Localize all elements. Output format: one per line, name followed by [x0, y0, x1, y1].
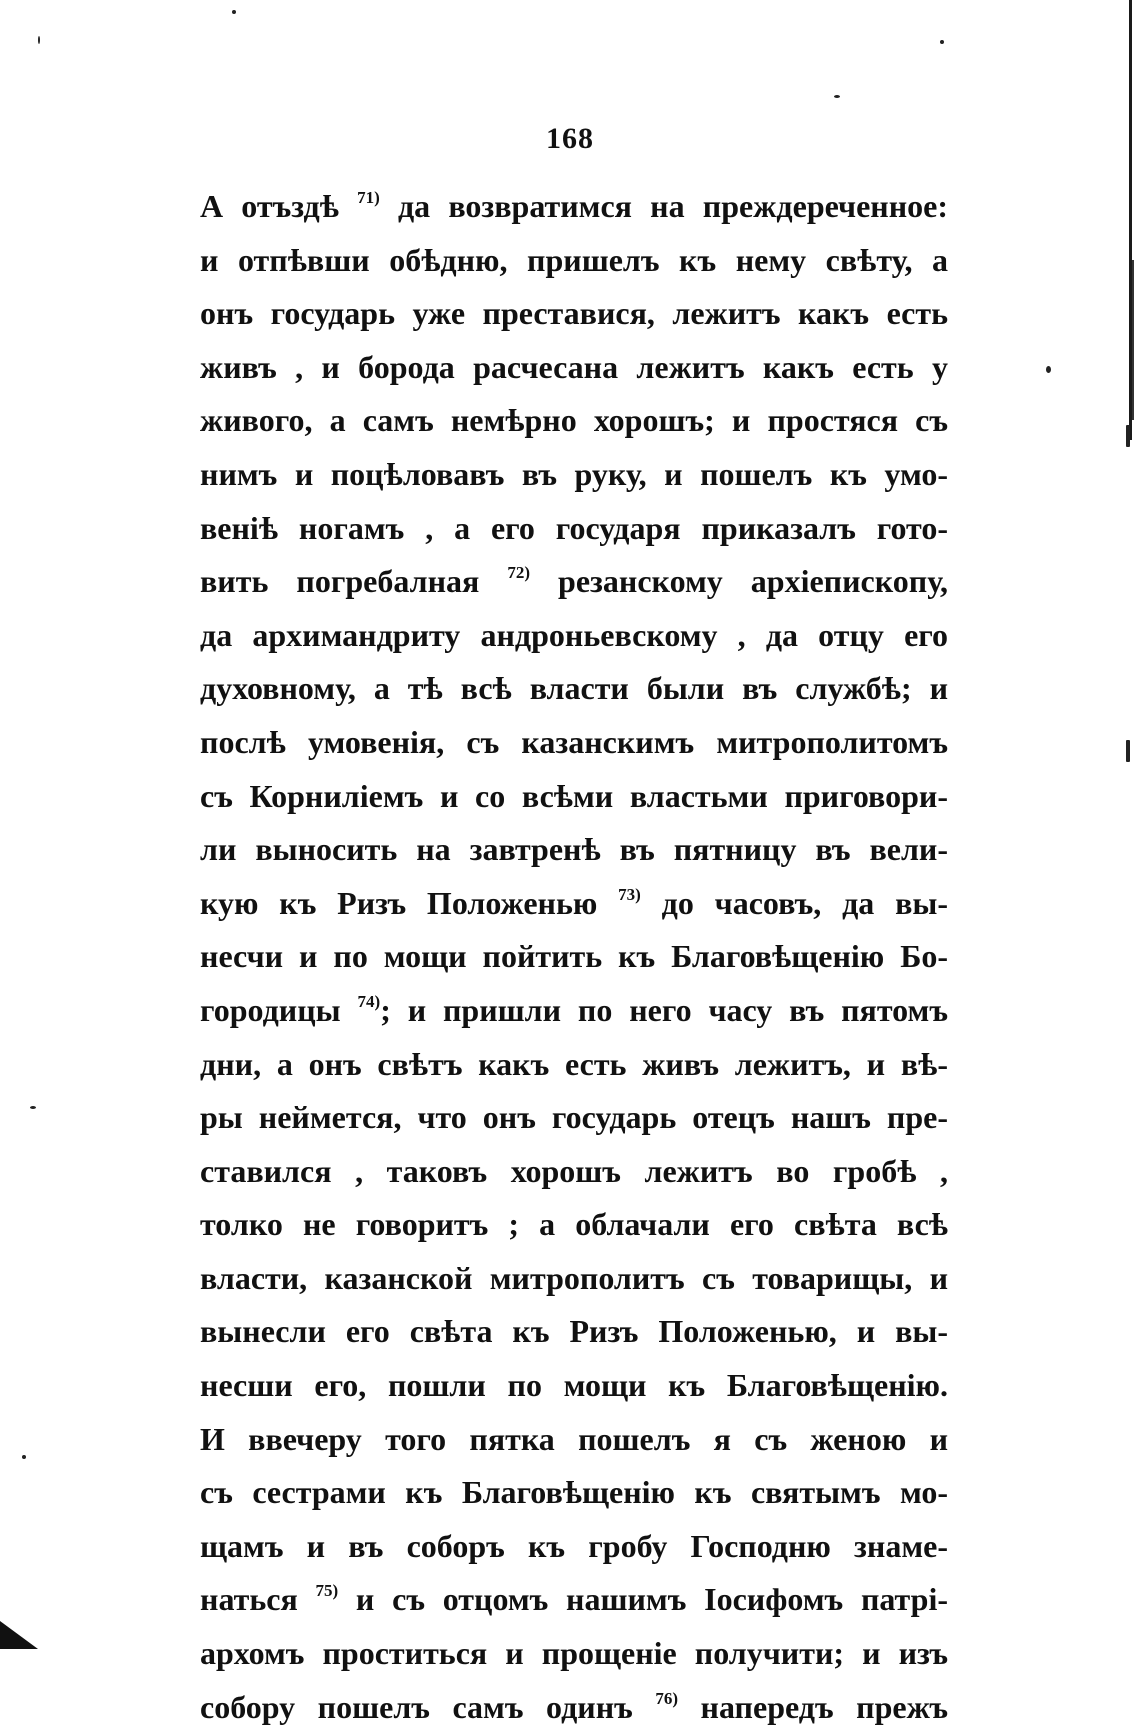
scan-speck	[38, 36, 40, 44]
text-segment: послѣ умовенiя, съ казанскимъ митрополитомъ	[200, 723, 948, 760]
text-segment: ли выносить на завтренѣ въ пятницу въ вели-	[200, 831, 948, 868]
footnote-marker: 74)	[357, 991, 381, 1011]
text-line	[200, 1520, 948, 1574]
text-segment: духовному, а тѣ всѣ власти были въ службѣ; и	[200, 670, 948, 707]
text-segment: несши его, пошли по мощи къ Благовѣщенiю.	[200, 1367, 948, 1404]
text-line	[200, 984, 948, 1038]
text-line	[200, 1627, 948, 1681]
footnote-marker: 76)	[655, 1688, 679, 1708]
text-line	[200, 234, 948, 288]
text-line	[200, 502, 948, 556]
text-line	[200, 394, 948, 448]
text-line	[200, 1466, 948, 1520]
text-line	[200, 1305, 948, 1359]
text-segment: съ сестрами къ Благовѣщенiю къ святымъ мо-	[200, 1474, 948, 1511]
text-segment: ; и пришли по него часу въ пятомъ	[380, 991, 949, 1028]
text-line	[200, 716, 948, 770]
scan-corner-mark	[0, 1621, 38, 1649]
text-line	[200, 555, 948, 609]
text-line	[200, 1091, 948, 1145]
text-segment: городицы	[200, 991, 358, 1028]
text-line	[200, 1145, 948, 1199]
scan-speck	[1046, 366, 1051, 373]
text-segment: щамъ и въ соборъ къ гробу Господню знаме-	[200, 1527, 948, 1564]
text-line	[200, 1681, 948, 1734]
scan-speck	[30, 1106, 36, 1109]
text-segment: онъ государь уже преставися, лежитъ какъ есть	[200, 295, 948, 332]
text-segment: нимъ и поцѣловавъ въ руку, и пошелъ къ умо-	[200, 455, 948, 492]
text-segment: и отпѣвши обѣдню, пришелъ къ нему свѣту, а	[200, 241, 948, 278]
text-line	[200, 1252, 948, 1306]
text-segment: кую къ Ризъ Положенью	[200, 884, 619, 921]
scan-speck	[1126, 740, 1130, 762]
text-segment: живъ , и борода расчесана лежитъ какъ есть у	[200, 348, 948, 385]
text-line	[200, 662, 948, 716]
text-line	[200, 930, 948, 984]
page-number: 168	[546, 122, 594, 155]
text-segment: собору пошелъ самъ одинъ	[200, 1688, 656, 1725]
text-segment: толко не говоритъ ; а облачали его свѣта всѣ	[200, 1206, 948, 1243]
text-segment: дни, а онъ свѣтъ какъ есть живъ лежитъ, и вѣ-	[200, 1045, 948, 1082]
text-segment: власти, казанской митрополитъ съ товарищы, и	[200, 1259, 948, 1296]
text-segment: ставился , таковъ хорошъ лежитъ во гробѣ ,	[200, 1152, 948, 1189]
footnote-marker: 72)	[507, 563, 531, 583]
text-line	[200, 823, 948, 877]
text-segment: венiѣ ногамъ , а его государя приказалъ гото-	[200, 509, 948, 546]
scan-speck	[232, 10, 236, 14]
scan-speck	[1126, 425, 1130, 447]
footnote-marker: 73)	[618, 884, 641, 904]
text-segment: и съ отцомъ нашимъ Iосифомъ патрi-	[338, 1581, 949, 1618]
text-line	[200, 1413, 948, 1467]
footnote-marker: 71)	[357, 188, 380, 207]
text-line	[200, 1573, 948, 1627]
text-line	[200, 287, 948, 341]
text-segment: вить погребалная	[200, 563, 508, 600]
text-line	[200, 609, 948, 663]
text-line	[200, 180, 948, 234]
text-segment: ры неймется, что онъ государь отецъ нашъ пре-	[200, 1099, 948, 1136]
page-edge-shadow-secondary	[1132, 260, 1134, 420]
text-segment: до часовъ, да вы-	[640, 884, 948, 921]
scan-speck	[22, 1455, 26, 1459]
scan-speck	[834, 95, 840, 98]
text-segment: вынесли его свѣта къ Ризъ Положенью, и вы-	[200, 1313, 948, 1350]
scan-speck	[940, 40, 944, 44]
text-segment: архомъ проститься и прощенiе получити; и изъ	[200, 1635, 948, 1672]
footnote-marker: 75)	[315, 1581, 339, 1601]
text-segment: несчи и по мощи пойтить къ Благовѣщенiю Бо-	[200, 938, 948, 975]
text-line	[200, 877, 948, 931]
text-segment: да архимандриту андроньевскому , да отцу его	[200, 616, 948, 653]
text-segment: напередъ прежъ	[678, 1688, 949, 1725]
text-segment: И ввечеру того пятка пошелъ я съ женою и	[200, 1420, 948, 1457]
text-segment: А отъздѣ	[200, 188, 358, 224]
text-segment: да возвратимся на преждереченное:	[379, 188, 949, 224]
body-text	[200, 180, 948, 1734]
text-segment: живого, а самъ немѣрно хорошъ; и простяся съ	[200, 402, 948, 439]
text-line	[200, 770, 948, 824]
text-segment: наться	[200, 1581, 316, 1618]
text-segment: съ Корнилiемъ и со всѣми властьми приговори-	[200, 777, 948, 814]
text-line	[200, 341, 948, 395]
text-line	[200, 1359, 948, 1413]
text-line	[200, 1038, 948, 1092]
text-segment: резанскому архiепископу,	[530, 563, 948, 600]
text-line	[200, 1198, 948, 1252]
text-line	[200, 448, 948, 502]
